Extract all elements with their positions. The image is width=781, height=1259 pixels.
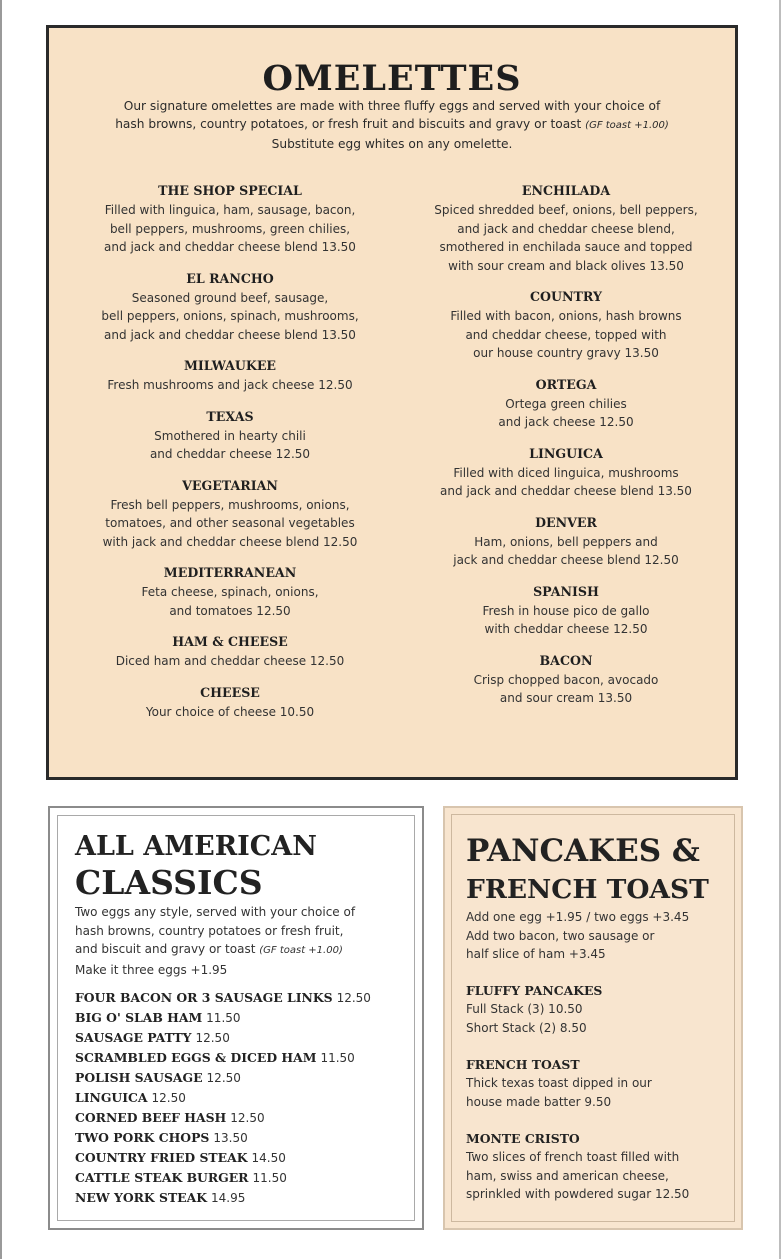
- menu-item-desc: [401, 602, 731, 639]
- menu-item-desc: [65, 703, 395, 722]
- american-intro-line3-wrap: [75, 940, 405, 961]
- menu-item-name: BACON: [539, 652, 593, 668]
- menu-item-desc: [401, 533, 731, 570]
- desc-line: bell peppers, onions, spinach, mushrooms,: [101, 309, 359, 323]
- omelettes-gf-note: (GF toast +1.00): [585, 120, 669, 131]
- list-item: [75, 1188, 415, 1208]
- menu-item-name: MILWAUKEE: [183, 358, 277, 373]
- item-price: 11.50: [206, 1011, 241, 1025]
- item-price: 12.50: [336, 991, 371, 1005]
- desc-line: Fresh in house pico de gallo: [482, 603, 650, 618]
- item-price: 11.50: [320, 1051, 355, 1065]
- item-name: LINGUICA: [75, 1090, 148, 1105]
- desc-line: smothered in enchilada sauce and topped: [439, 240, 693, 254]
- menu-item: [65, 270, 395, 345]
- menu-item: [65, 564, 395, 620]
- menu-item-desc: [65, 376, 395, 395]
- item-price: 11.50: [252, 1171, 287, 1185]
- menu-item: [401, 288, 731, 363]
- section-line: Short Stack (2) 8.50: [466, 1020, 587, 1035]
- menu-item-name: SPANISH: [533, 583, 599, 599]
- item-name: TWO PORK CHOPS: [75, 1130, 210, 1145]
- american-gf-note: (GF toast +1.00): [259, 945, 343, 956]
- item-price: 12.50: [230, 1111, 265, 1125]
- menu-item-desc: [65, 427, 395, 464]
- item-price: 14.95: [211, 1191, 246, 1205]
- desc-line: and jack and cheddar cheese blend,: [457, 221, 675, 236]
- item-name: BIG O' SLAB HAM: [75, 1010, 203, 1025]
- menu-item-desc: [65, 201, 395, 257]
- list-item: [75, 1068, 415, 1088]
- section-name: FLUFFY PANCAKES: [466, 983, 603, 998]
- menu-item: [65, 633, 395, 671]
- item-name: POLISH SAUSAGE: [75, 1070, 203, 1085]
- menu-item-desc: [401, 307, 731, 363]
- menu-item: [401, 182, 731, 275]
- item-name: NEW YORK STEAK: [75, 1190, 208, 1205]
- menu-item: [65, 684, 395, 722]
- pancakes-intro-line: Add one egg +1.95 / two eggs +3.45: [466, 910, 690, 924]
- omelettes-panel: [46, 25, 738, 780]
- desc-line: Feta cheese, spinach, onions,: [141, 585, 319, 599]
- omelettes-title: OMELETTES: [262, 58, 522, 99]
- menu-item: [401, 376, 731, 432]
- menu-item: [401, 652, 731, 708]
- list-item: [75, 1128, 415, 1148]
- desc-line: and tomatoes 12.50: [169, 603, 291, 618]
- pancakes-intro: [466, 908, 728, 964]
- omelettes-right-column: [401, 182, 731, 721]
- menu-item-name: EL RANCHO: [186, 270, 274, 286]
- menu-item-desc: [401, 201, 731, 275]
- american-intro-line4: Make it three eggs +1.95: [75, 962, 228, 977]
- desc-line: and sour cream 13.50: [499, 691, 633, 705]
- desc-line: and jack and cheddar cheese blend 13.50: [104, 240, 356, 254]
- menu-item-name: MEDITERRANEAN: [163, 565, 297, 580]
- menu-item-desc: [65, 496, 395, 552]
- omelettes-intro-line1: Our signature omelettes are made with three fluffy eggs and served with your choice of: [123, 99, 661, 113]
- list-item: [75, 1108, 415, 1128]
- pancakes-panel: [443, 806, 743, 1230]
- section-line: Thick texas toast dipped in our: [466, 1076, 652, 1090]
- desc-line: with sour cream and black olives 13.50: [448, 258, 684, 273]
- section-line: sprinkled with powdered sugar 12.50: [466, 1187, 690, 1201]
- desc-line: and jack and cheddar cheese blend 13.50: [104, 327, 356, 342]
- desc-line: and jack cheese 12.50: [498, 415, 634, 429]
- desc-line: Your choice of cheese 10.50: [145, 704, 315, 719]
- pancakes-title-line2: FRENCH TOAST: [466, 874, 709, 905]
- desc-line: Filled with linguica, ham, sausage, bacon,: [104, 203, 356, 217]
- menu-item: [65, 408, 395, 464]
- menu-item-desc: [401, 395, 731, 432]
- item-name: SAUSAGE PATTY: [75, 1030, 192, 1045]
- desc-line: Ham, onions, bell peppers and: [474, 534, 658, 549]
- menu-item-name: TEXAS: [206, 408, 254, 424]
- menu-item-name: THE SHOP SPECIAL: [158, 183, 302, 198]
- item-name: CORNED BEEF HASH: [75, 1110, 227, 1125]
- desc-line: jack and cheddar cheese blend 12.50: [453, 553, 679, 567]
- omelettes-intro-line2: hash browns, country potatoes, or fresh fruit and biscuits and gravy or toast: [115, 117, 582, 131]
- menu-item-desc: [401, 671, 731, 708]
- american-intro-line2: hash browns, country potatoes or fresh fruit,: [75, 923, 344, 938]
- menu-item-name: CHEESE: [200, 684, 260, 700]
- item-price: 12.50: [151, 1091, 186, 1105]
- american-intro: [75, 903, 405, 979]
- pancakes-section-fluffy: [466, 981, 731, 1037]
- list-item: [75, 1088, 415, 1108]
- american-items-list: [75, 988, 415, 1208]
- item-name: CATTLE STEAK BURGER: [75, 1170, 249, 1185]
- menu-item: [401, 583, 731, 639]
- pancakes-title-line1: PANCAKES &: [466, 833, 700, 869]
- american-intro-line1: Two eggs any style, served with your choice of: [75, 905, 356, 919]
- american-classics-panel: [48, 806, 424, 1230]
- american-intro-line3: and biscuit and gravy or toast: [75, 942, 256, 956]
- menu-item-name: ENCHILADA: [521, 183, 611, 198]
- item-price: 12.50: [195, 1031, 230, 1045]
- list-item: [75, 1148, 415, 1168]
- item-name: FOUR BACON OR 3 SAUSAGE LINKS: [75, 990, 333, 1005]
- desc-line: Spiced shredded beef, onions, bell peppers,: [434, 203, 698, 217]
- menu-item-desc: [65, 652, 395, 671]
- desc-line: tomatoes, and other seasonal vegetables: [105, 516, 355, 530]
- desc-line: Filled with bacon, onions, hash browns: [450, 309, 682, 323]
- menu-item: [401, 445, 731, 501]
- desc-line: Crisp chopped bacon, avocado: [473, 672, 659, 687]
- desc-line: Fresh bell peppers, mushrooms, onions,: [110, 497, 350, 512]
- menu-item-name: COUNTRY: [530, 289, 602, 304]
- pancakes-intro-line: Add two bacon, two sausage or: [466, 928, 655, 943]
- omelettes-intro-line2-wrap: [69, 115, 715, 135]
- list-item: [75, 1028, 415, 1048]
- menu-item-desc: [65, 289, 395, 345]
- omelettes-left-column: [65, 182, 395, 734]
- item-price: 13.50: [213, 1131, 248, 1145]
- menu-item: [65, 182, 395, 257]
- section-name: FRENCH TOAST: [466, 1057, 580, 1072]
- desc-line: Smothered in hearty chili: [154, 428, 306, 443]
- item-name: SCRAMBLED EGGS & DICED HAM: [75, 1050, 317, 1065]
- omelettes-intro-line3: Substitute egg whites on any omelette.: [271, 137, 513, 151]
- item-price: 12.50: [206, 1071, 241, 1085]
- desc-line: our house country gravy 13.50: [473, 346, 659, 360]
- menu-item: [65, 357, 395, 395]
- desc-line: Filled with diced linguica, mushrooms: [453, 465, 679, 480]
- desc-line: and cheddar cheese 12.50: [149, 447, 311, 461]
- pancakes-section-monte-cristo: [466, 1129, 731, 1204]
- desc-line: Fresh mushrooms and jack cheese 12.50: [107, 378, 353, 392]
- section-line: Two slices of french toast filled with: [466, 1150, 680, 1164]
- pancakes-intro-line: half slice of ham +3.45: [466, 947, 606, 961]
- list-item: [75, 1048, 415, 1068]
- section-line: Full Stack (3) 10.50: [466, 1002, 583, 1016]
- desc-line: with jack and cheddar cheese blend 12.50: [102, 534, 358, 549]
- desc-line: Diced ham and cheddar cheese 12.50: [115, 654, 345, 668]
- desc-line: Seasoned ground beef, sausage,: [131, 290, 329, 305]
- desc-line: Ortega green chilies: [505, 396, 627, 411]
- menu-item-name: HAM & CHEESE: [172, 634, 288, 649]
- american-title-line2: CLASSICS: [75, 863, 263, 902]
- pancakes-section-french-toast: [466, 1055, 731, 1111]
- desc-line: and cheddar cheese, topped with: [465, 327, 667, 342]
- item-price: 14.50: [251, 1151, 286, 1165]
- menu-item-desc: [65, 583, 395, 620]
- page-left-border: [0, 0, 2, 1259]
- list-item: [75, 1008, 415, 1028]
- menu-item: [65, 477, 395, 552]
- desc-line: bell peppers, mushrooms, green chilies,: [109, 221, 351, 236]
- section-line: ham, swiss and american cheese,: [466, 1168, 669, 1183]
- list-item: [75, 1168, 415, 1188]
- desc-line: with cheddar cheese 12.50: [484, 622, 648, 636]
- menu-item: [401, 514, 731, 570]
- menu-item-desc: [401, 464, 731, 501]
- desc-line: and jack and cheddar cheese blend 13.50: [440, 484, 692, 498]
- menu-item-name: VEGETARIAN: [182, 477, 278, 493]
- section-line: house made batter 9.50: [466, 1094, 612, 1109]
- menu-item-name: DENVER: [535, 514, 597, 530]
- item-name: COUNTRY FRIED STEAK: [75, 1150, 248, 1165]
- american-title-line1: ALL AMERICAN: [75, 831, 317, 862]
- section-name: MONTE CRISTO: [466, 1131, 580, 1146]
- omelettes-intro: [69, 97, 715, 153]
- menu-item-name: ORTEGA: [535, 376, 597, 392]
- menu-item-name: LINGUICA: [529, 445, 603, 461]
- list-item: [75, 988, 415, 1008]
